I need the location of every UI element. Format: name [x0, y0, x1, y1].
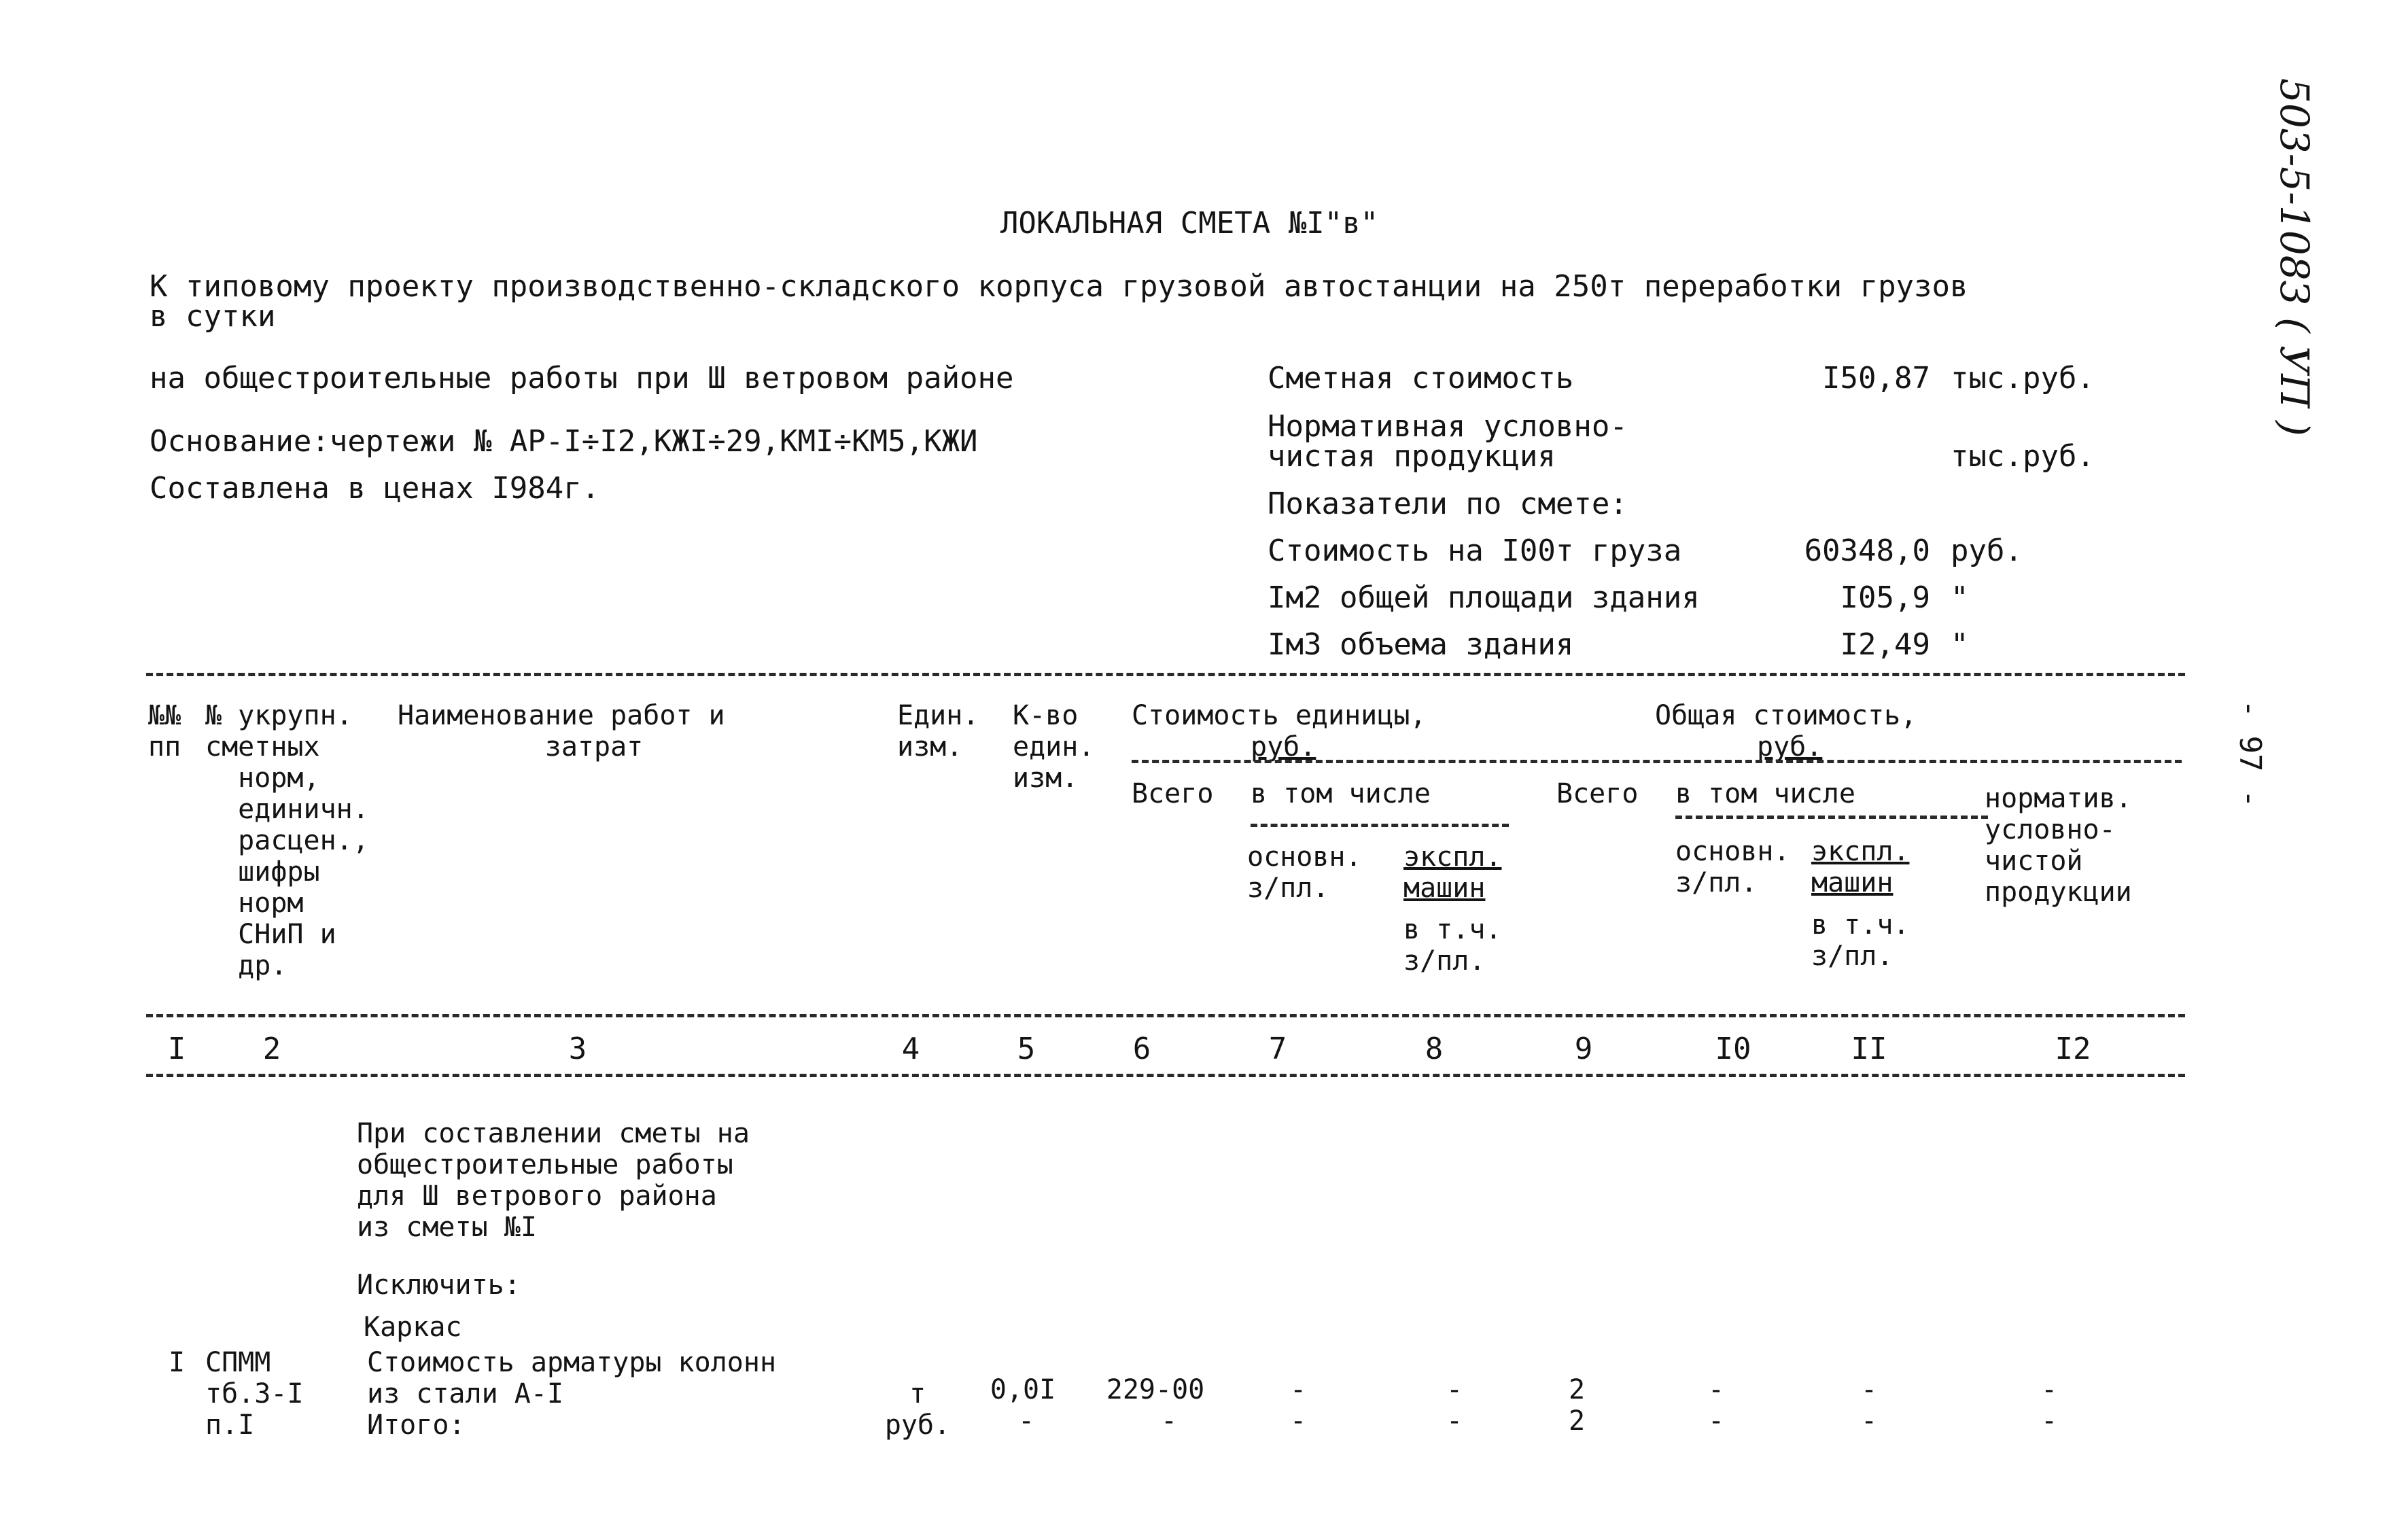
document-title: ЛОКАЛЬНАЯ СМЕТА №I"в": [1000, 206, 1379, 241]
area-unit: ": [1951, 580, 1969, 615]
normative-label-1: Нормативная условно-: [1268, 409, 1628, 444]
row2-c6: -: [1160, 1405, 1178, 1437]
header-col7: основн. з/пл.: [1247, 841, 1362, 904]
area-label: Iм2 общей площади здания: [1268, 580, 1700, 615]
header-bottom-rule: [146, 1014, 2185, 1017]
row1-num: I: [169, 1347, 186, 1378]
header-col10: основн. з/пл.: [1675, 836, 1790, 898]
body-exclude: Исключить:: [357, 1269, 521, 1301]
header-incl-total-rule: [1675, 816, 1988, 819]
header-col11b: в т.ч. з/пл.: [1811, 909, 1910, 972]
volume-label: Iм3 объема здания: [1268, 627, 1574, 662]
row1-c11: -: [1860, 1374, 1878, 1405]
colnum-11: II: [1851, 1032, 1887, 1066]
per100-label: Стоимость на I00т груза: [1268, 533, 1682, 568]
header-col11: экспл. машин: [1811, 836, 1910, 898]
header-col8b: в т.ч. з/пл.: [1403, 914, 1502, 977]
header-col2: № укрупн. сметных норм, единичн. расцен., шифры норм СНиП и др.: [205, 700, 369, 981]
row2-c11: -: [1860, 1405, 1878, 1437]
header-unit-cost: Стоимость единицы,: [1132, 700, 1427, 731]
row1-c9: 2: [1568, 1374, 1586, 1405]
volume-unit: ": [1951, 627, 1969, 662]
colnum-12: I2: [2055, 1032, 2091, 1066]
header-top-rule: [146, 673, 2185, 676]
row2-name: Итого:: [367, 1409, 466, 1441]
subtitle-line-1: К типовому проекту производственно-складского корпуса грузовой автостанции на 250т переработки грузов: [150, 269, 1968, 304]
colnum-2: 2: [262, 1032, 281, 1066]
colnum-5: 5: [1017, 1032, 1036, 1066]
header-col12: норматив. условно- чистой продукции: [1985, 783, 2132, 908]
colnum-3: 3: [568, 1032, 587, 1066]
header-incl-total: в том числе: [1675, 778, 1855, 809]
volume-value: I2,49: [1840, 627, 1930, 662]
normative-label-2: чистая продукция: [1268, 439, 1556, 474]
row1-c6: 229-00: [1106, 1374, 1205, 1405]
basis-drawings: Основание:чертежи № АР-I÷I2,КЖI÷29,КМI÷КМ5,КЖИ: [150, 424, 978, 459]
subtitle-line-2: в сутки: [150, 299, 276, 334]
colnum-1: I: [167, 1032, 186, 1066]
header-incl-unit: в том числе: [1251, 778, 1431, 809]
row2-c7: -: [1289, 1405, 1307, 1437]
section-label: ( УП ): [2271, 317, 2318, 436]
header-unit-cost-rule: [1132, 760, 2182, 763]
header-col5: К-во един. изм.: [1013, 700, 1095, 794]
colnum-6: 6: [1132, 1032, 1151, 1066]
page-number: - 97 -: [2233, 699, 2267, 808]
row1-qty: 0,0I: [990, 1374, 1056, 1405]
header-all-9: Всего: [1556, 778, 1639, 809]
per100-unit: руб.: [1951, 533, 2023, 568]
row1-c7: -: [1289, 1374, 1307, 1405]
row1-code: СПММ тб.3-I п.I: [205, 1347, 304, 1441]
colnum-9: 9: [1574, 1032, 1593, 1066]
colnum-7: 7: [1268, 1032, 1287, 1066]
area-value: I05,9: [1840, 580, 1930, 615]
header-unit-cost-rub: руб.: [1251, 731, 1316, 762]
header-total-cost: Общая стоимость,: [1655, 700, 1917, 731]
estimated-cost-value: I50,87: [1822, 361, 1930, 396]
row2-c8: -: [1446, 1405, 1463, 1437]
estimated-cost-unit: тыс.руб.: [1951, 361, 2095, 396]
colnum-8: 8: [1425, 1032, 1444, 1066]
handwritten-project-code: [2270, 78, 2318, 436]
per100-value: 60348,0: [1804, 533, 1930, 568]
header-all-6: Всего: [1132, 778, 1214, 809]
row2-c12: -: [2040, 1405, 2058, 1437]
header-total-cost-rub: руб.: [1757, 731, 1823, 762]
row1-name: Стоимость арматуры колонн из стали А-I: [367, 1347, 777, 1409]
header-col8: экспл. машин: [1403, 841, 1502, 904]
row1-c8: -: [1446, 1374, 1463, 1405]
handwritten-code-text: 503-5-108З: [2271, 78, 2318, 305]
row1-c10: -: [1707, 1374, 1725, 1405]
body-frame: Каркас: [364, 1312, 462, 1343]
indicators-label: Показатели по смете:: [1268, 487, 1628, 521]
row2-qty: -: [1017, 1405, 1035, 1437]
colnum-4: 4: [901, 1032, 920, 1066]
column-numbers-rule: [146, 1074, 2185, 1077]
header-col4: Един. изм.: [897, 700, 979, 762]
row2-c9: 2: [1568, 1405, 1586, 1437]
prices-year: Составлена в ценах I984г.: [150, 471, 600, 506]
normative-unit: тыс.руб.: [1951, 439, 2095, 474]
row1-unit: т: [909, 1378, 926, 1409]
works-description: на общестроительные работы при Ш ветровом районе: [150, 361, 1014, 396]
header-col1: №№ пп: [148, 700, 181, 762]
row2-unit: руб.: [884, 1409, 951, 1441]
body-intro: При составлении сметы на общестроительные работы для Ш ветрового района из сметы №I: [357, 1118, 750, 1243]
colnum-10: I0: [1715, 1032, 1751, 1066]
header-incl-unit-rule: [1251, 824, 1509, 827]
header-col3: Наименование работ и затрат: [398, 700, 725, 762]
estimated-cost-label: Сметная стоимость: [1268, 361, 1574, 396]
row1-c12: -: [2040, 1374, 2058, 1405]
row2-c10: -: [1707, 1405, 1725, 1437]
